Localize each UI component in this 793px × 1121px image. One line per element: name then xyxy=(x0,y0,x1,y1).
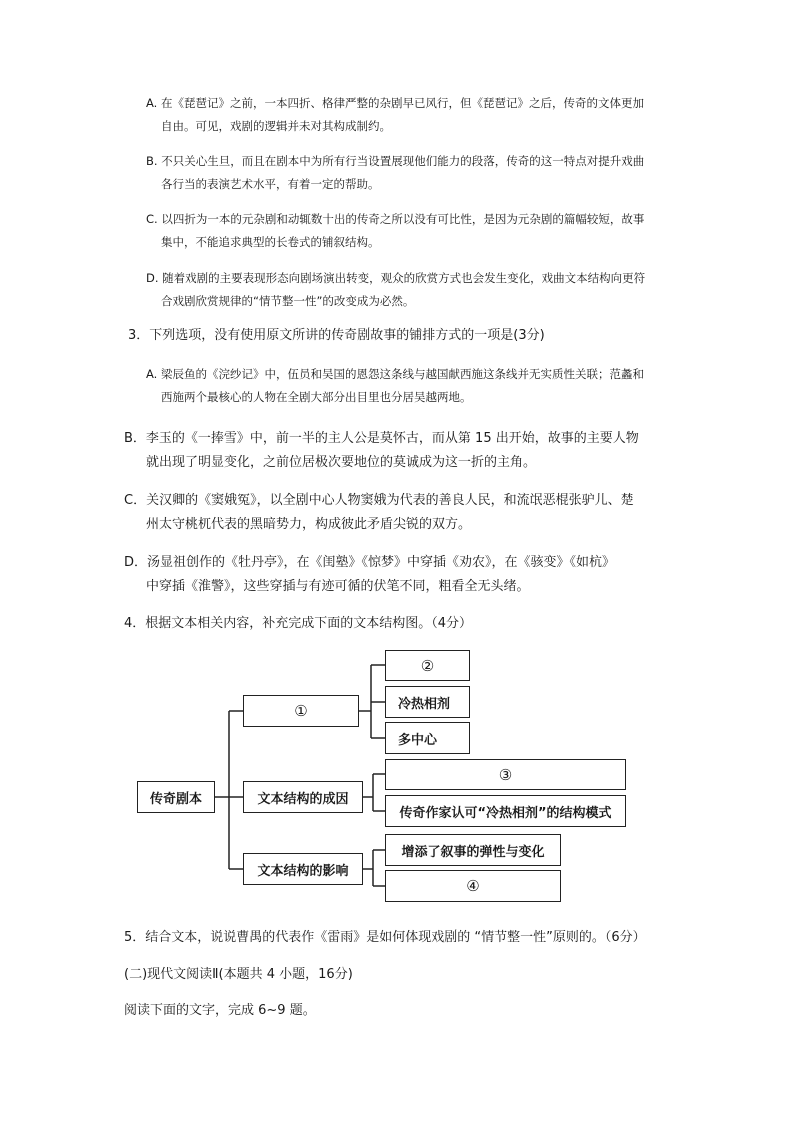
q4-stem: 4．根据文本相关内容，补充完成下面的文本结构图。（4分） xyxy=(124,616,473,631)
q2-option-b-line2: 各行当的表演艺术水平，有着一定的帮助。 xyxy=(161,177,380,191)
q2-option-d-line1: D. 随着戏剧的主要表现形态向剧场演出转变，观众的欣赏方式也会发生变化，戏曲文本结构向更符 xyxy=(146,271,646,285)
diagram-leaf-blank-4-box: ④ xyxy=(385,870,561,902)
q2-option-a-line1: A. 在《琵琶记》之前，一本四折、格律严整的杂剧早已风行，但《琵琶记》之后，传奇的文体更加 xyxy=(146,96,644,110)
diagram-branch3-box: 文本结构的影响 xyxy=(243,853,363,885)
diagram-branch1-blank-box: ① xyxy=(243,695,359,727)
diagram-leaf-blank-3-box: ③ xyxy=(385,759,626,790)
diagram-branch2-box: 文本结构的成因 xyxy=(243,781,363,813)
q3-option-c-line2: 州太守桃杌代表的黑暗势力，构成彼此矛盾尖锐的双方。 xyxy=(146,517,472,532)
reading-instruction: 阅读下面的文字，完成 6~9 题。 xyxy=(124,1003,316,1018)
q5-stem: 5．结合文本，说说曹禺的代表作《雷雨》是如何体现戏剧的 “情节整一性”原则的。（6分） xyxy=(124,930,646,945)
q3-option-a-line1: A. 梁辰鱼的《浣纱记》中，伍员和吴国的恩怨这条线与越国献西施这条线并无实质性关联；范蠡和 xyxy=(146,367,644,381)
diagram-leaf-author-box: 传奇作家认可“冷热相剂”的结构模式 xyxy=(385,795,626,827)
q2-option-c-line1: C. 以四折为一本的元杂剧和动辄数十出的传奇之所以没有可比性，是因为元杂剧的篇幅较短，故事 xyxy=(146,212,645,226)
q3-option-d-line2: 中穿插《淮警》，这些穿插与有迹可循的伏笔不同，粗看全无头绪。 xyxy=(146,579,530,594)
q3-option-d-line1: D．汤显祖创作的《牡丹亭》，在《闺塾》《惊梦》中穿插《劝农》，在《骇变》《如杭》 xyxy=(124,555,616,570)
diagram-leaf-leng-re-box: 冷热相剂 xyxy=(385,686,470,718)
diagram-leaf-tanxing-box: 增添了叙事的弹性与变化 xyxy=(385,834,561,866)
diagram-leaf-duo-zhongxin-box: 多中心 xyxy=(385,722,470,754)
q2-option-b-line1: B. 不只关心生旦，而且在剧本中为所有行当设置展现他们能力的段落，传奇的这一特点对提升戏曲 xyxy=(146,154,645,168)
diagram-root-box: 传奇剧本 xyxy=(137,781,215,813)
q3-option-a-line2: 西施两个最核心的人物在全剧大部分出目里也分居吴越两地。 xyxy=(161,390,472,404)
q3-option-b-line2: 就出现了明显变化，之前位居极次要地位的莫诚成为这一折的主角。 xyxy=(146,455,537,470)
q3-option-b-line1: B．李玉的《一捧雪》中，前一半的主人公是莫怀古，而从第 15 出开始，故事的主要人物 xyxy=(124,431,639,446)
q2-option-d-line2: 合戏剧欣赏规律的“情节整一性”的改变成为必然。 xyxy=(161,294,415,308)
q2-option-c-line2: 集中，不能追求典型的长卷式的铺叙结构。 xyxy=(161,235,380,249)
section-heading: (二)现代文阅读Ⅱ(本题共 4 小题，16分) xyxy=(124,967,353,982)
q3-stem: 3．下列选项，没有使用原文所讲的传奇剧故事的铺排方式的一项是(3分) xyxy=(128,328,545,343)
q3-option-c-line1: C．关汉卿的《窦娥冤》，以全剧中心人物窦娥为代表的善良人民，和流氓恶棍张驴儿、楚 xyxy=(124,493,634,508)
q2-option-a-line2: 自由。可见，戏剧的逻辑并未对其构成制约。 xyxy=(161,119,391,133)
diagram-leaf-blank-2-box: ② xyxy=(385,650,470,681)
